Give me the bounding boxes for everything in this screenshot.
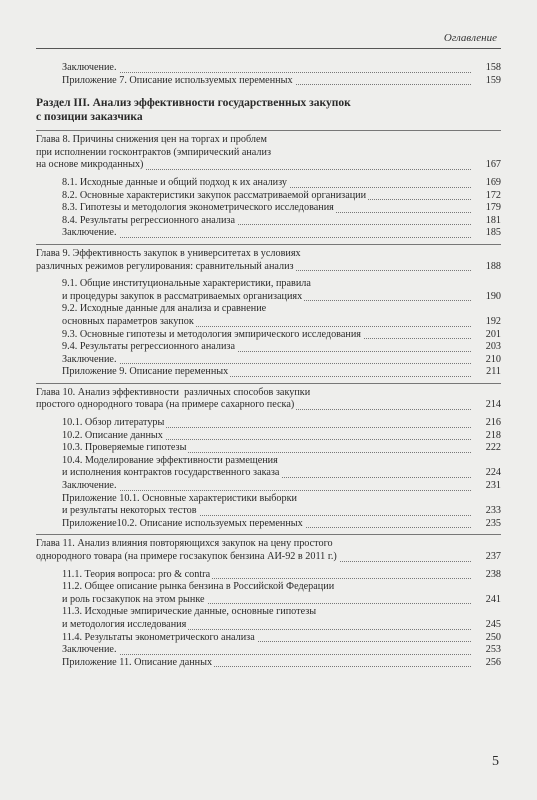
toc-entry[interactable]: 10.3. Проверяемые гипотезы 222 bbox=[62, 442, 501, 454]
chapter-title-line[interactable]: Глава 9. Эффективность закупок в университетах в условиях bbox=[36, 247, 301, 259]
toc-entry-line[interactable]: Приложение 10.1. Основные характеристики выборки bbox=[62, 492, 297, 504]
toc-entry[interactable]: Приложение10.2. Описание используемых переменных 235 bbox=[62, 517, 501, 529]
toc-entry[interactable]: 8.2. Основные характеристики закупок рассматриваемой организации 172 bbox=[62, 189, 501, 201]
toc-entry-line[interactable]: 9.1. Общие институциональные характеристики, правила bbox=[62, 278, 311, 290]
toc-entry[interactable]: Приложение 9. Описание переменных 211 bbox=[62, 366, 501, 378]
toc-entry[interactable]: и методология исследования 245 bbox=[62, 618, 501, 630]
entry-title: Приложение 7. Описание используемых переменных bbox=[62, 74, 293, 86]
toc-entry[interactable]: и результаты некоторых тестов 233 bbox=[62, 505, 501, 517]
chapter-8 bbox=[36, 130, 501, 240]
toc-entry-line[interactable]: 9.2. Исходные данные для анализа и сравнение bbox=[62, 303, 267, 315]
chapter-title-line[interactable]: Глава 8. Причины снижения цен на торгах и проблем bbox=[36, 134, 267, 146]
chapter-title-line[interactable]: Глава 11. Анализ влияния повторяющихся закупок на цену простого bbox=[36, 538, 333, 550]
chapter-entry[interactable]: простого однородного товара (на примере сахарного песка) 214 bbox=[36, 399, 501, 411]
toc-entry[interactable]: 11.1. Теория вопроса: pro & contra 238 bbox=[62, 568, 501, 580]
toc-entry[interactable]: основных параметров закупок 192 bbox=[62, 315, 501, 327]
page-number: 5 bbox=[492, 754, 499, 769]
chapter-title-line: на основе микроданных) bbox=[36, 159, 144, 171]
chapter-11 bbox=[36, 534, 501, 669]
toc-entry[interactable]: и процедуры закупок в рассматриваемых организациях 190 bbox=[62, 290, 501, 302]
chapter-entry[interactable] bbox=[36, 159, 501, 172]
toc-entry[interactable]: Заключение. 185 bbox=[62, 227, 501, 239]
chapter-10 bbox=[36, 383, 501, 531]
toc-entry[interactable]: 11.4. Результаты эконометрического анализа 250 bbox=[62, 631, 501, 643]
toc-entry-line[interactable]: 10.4. Моделирование эффективности размещения bbox=[62, 454, 278, 466]
toc-entry-line[interactable]: 11.2. Общее описание рынка бензина в Российской Федерации bbox=[62, 581, 335, 593]
toc-entry[interactable]: 10.2. Описание данных 218 bbox=[62, 429, 501, 441]
toc-entry[interactable]: Заключение. 231 bbox=[62, 480, 501, 492]
toc-entry[interactable] bbox=[36, 62, 501, 75]
chapter-entry[interactable]: однородного товара (на примере госзакупок бензина АИ-92 в 2011 г.) 237 bbox=[36, 551, 501, 562]
chapter-title-line[interactable]: при исполнении госконтрактов (эмпирический анализ bbox=[36, 146, 271, 158]
leader-dots bbox=[62, 72, 471, 73]
toc-entry[interactable]: 8.3. Гипотезы и методология эконометрического исследования 179 bbox=[62, 202, 501, 214]
section-heading[interactable]: Раздел III. Анализ эффективности государственных закупок с позиции заказчика bbox=[36, 97, 351, 123]
entry-page: 167 bbox=[485, 159, 501, 171]
toc-entry[interactable]: Заключение. 210 bbox=[62, 353, 501, 365]
toc-entry[interactable]: 8.1. Исходные данные и общий подход к их анализу 169 bbox=[62, 176, 501, 188]
toc-entry[interactable] bbox=[36, 75, 501, 88]
header-title: Оглавление bbox=[443, 32, 497, 44]
entry-page: 159 bbox=[485, 74, 501, 86]
toc-entry[interactable]: 9.3. Основные гипотезы и методология эмпирического исследования 201 bbox=[62, 328, 501, 340]
toc-entry[interactable]: 8.4. Результаты регрессионного анализа 181 bbox=[62, 214, 501, 226]
toc-entry[interactable]: Приложение 11. Описание данных 256 bbox=[62, 656, 501, 668]
table-of-contents bbox=[36, 62, 501, 669]
running-header bbox=[36, 32, 501, 49]
entry-page: 158 bbox=[485, 62, 501, 73]
toc-entry[interactable]: и исполнения контрактов государственного заказа 224 bbox=[62, 467, 501, 479]
toc-entry[interactable]: Заключение. 253 bbox=[62, 644, 501, 656]
chapter-title-line[interactable]: Глава 10. Анализ эффективности различных способов закупки bbox=[36, 386, 311, 398]
toc-entry[interactable]: 10.1. Обзор литературы 216 bbox=[62, 417, 501, 429]
chapter-entry[interactable]: различных режимов регулирования: сравнительный анализ 188 bbox=[36, 260, 501, 272]
toc-entry[interactable]: и роль госзакупок на этом рынке 241 bbox=[62, 593, 501, 605]
chapter-9 bbox=[36, 244, 501, 379]
toc-entry-line[interactable]: 11.3. Исходные эмпирические данные, основные гипотезы bbox=[62, 606, 317, 618]
toc-entry[interactable]: 9.4. Результаты регрессионного анализа 203 bbox=[62, 341, 501, 353]
entry-title: Заключение. bbox=[62, 62, 117, 73]
